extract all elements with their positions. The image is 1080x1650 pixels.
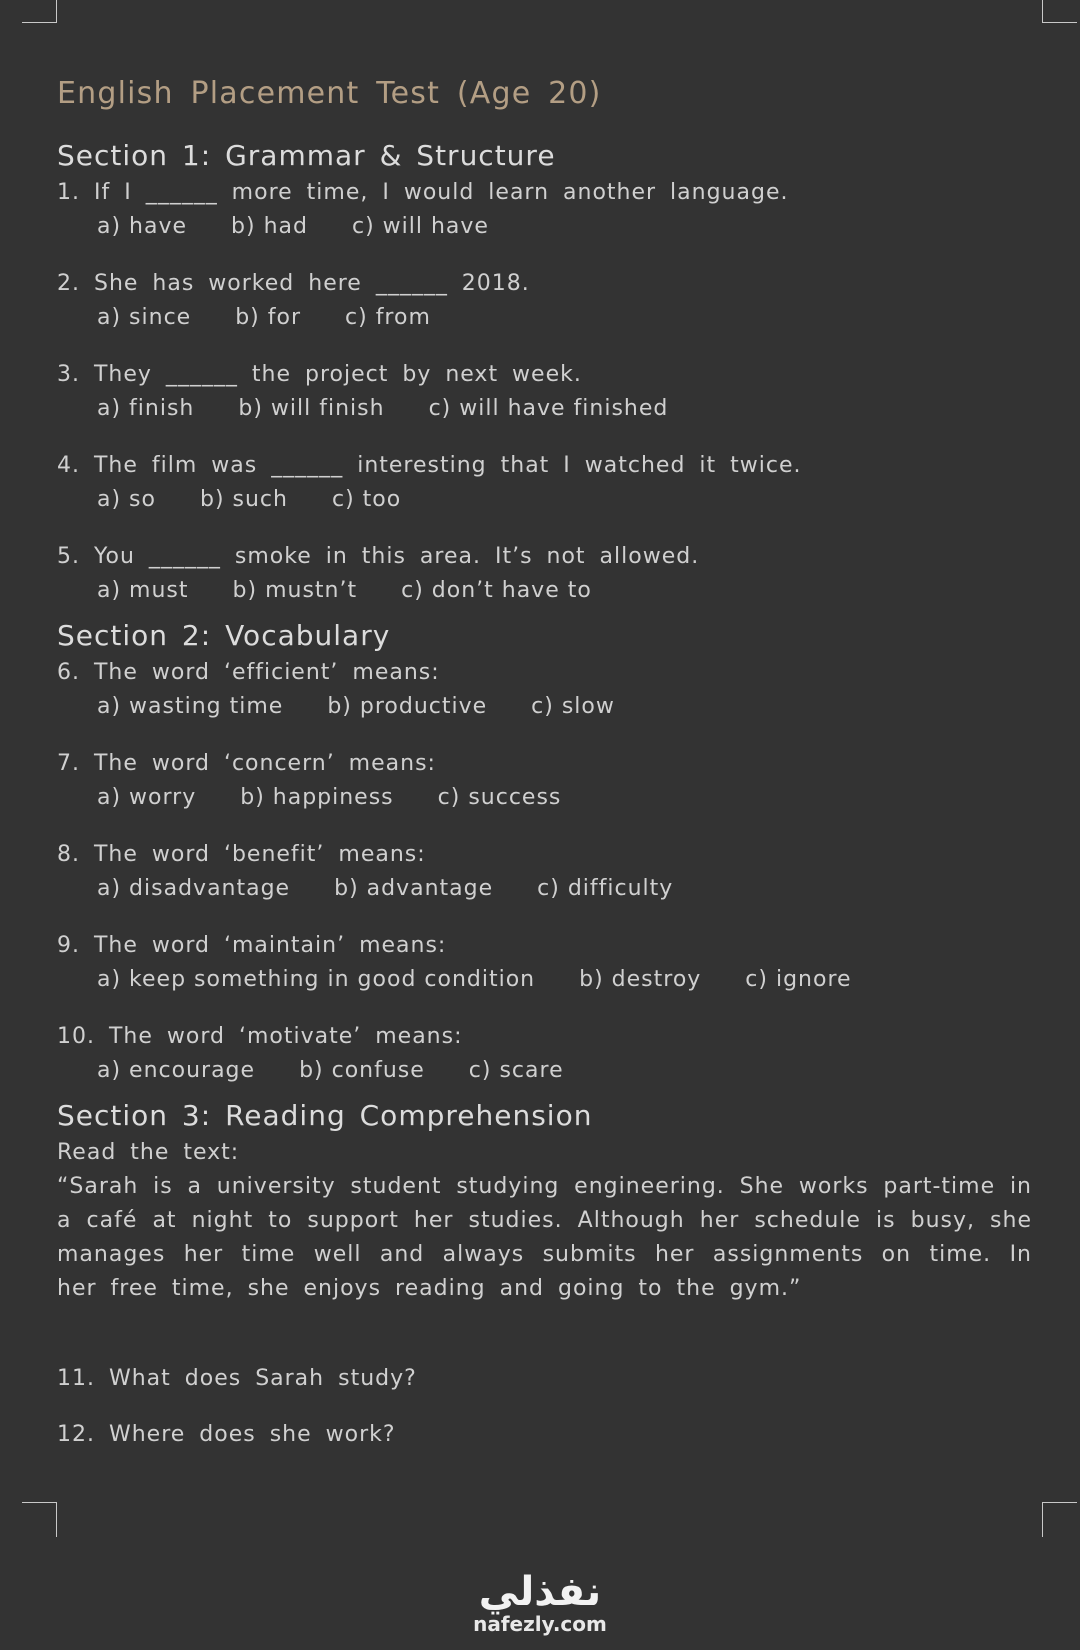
answer-option: a) have <box>97 214 188 239</box>
document-title: English Placement Test (Age 20) <box>57 76 602 111</box>
answer-option: c) ignore <box>745 967 852 992</box>
answer-options <box>57 963 1037 997</box>
reading-passage: “Sarah is a university student studying engineering. She works part-time in a café at night to support her studies. Although her schedule is busy, she manages her time well and always submits her assignments on time. In her free time, she enjoys reading and going to the gym.” <box>57 1174 1032 1301</box>
answer-option: c) don’t have to <box>401 578 592 603</box>
answer-option: b) happiness <box>240 785 394 810</box>
answer-options <box>57 781 1037 815</box>
answer-option: a) worry <box>97 785 197 810</box>
question-text: 2. She has worked here ______ 2018. <box>57 271 530 296</box>
question-text: 3. They ______ the project by next week. <box>57 362 582 387</box>
answer-option: c) difficulty <box>537 876 674 901</box>
question-text: 9. The word ‘maintain’ means: <box>57 933 447 958</box>
logo-arabic-wordmark: نفذلي <box>478 1569 602 1615</box>
answer-options <box>57 574 1037 608</box>
answer-options <box>57 483 1037 517</box>
document-body <box>57 72 1037 1452</box>
question-item <box>57 540 1037 608</box>
question-text: 4. The film was ______ interesting that I watched it twice. <box>57 453 802 478</box>
question-item <box>57 838 1037 906</box>
comprehension-question: 11. What does Sarah study? <box>57 1366 417 1391</box>
question-item <box>57 449 1037 517</box>
section-heading: Section 2: Vocabulary <box>57 619 391 652</box>
answer-option: a) disadvantage <box>97 876 291 901</box>
crop-mark-top-left <box>22 0 57 23</box>
answer-option: a) must <box>97 578 189 603</box>
answer-option: b) destroy <box>579 967 702 992</box>
question-item <box>57 656 1037 724</box>
comprehension-question: 12. Where does she work? <box>57 1422 396 1447</box>
answer-option: b) confuse <box>299 1058 425 1083</box>
answer-options <box>57 690 1037 724</box>
answer-options <box>57 872 1037 906</box>
question-text: 1. If I ______ more time, I would learn another language. <box>57 180 789 205</box>
answer-option: b) such <box>199 487 288 512</box>
answer-option: c) will have finished <box>428 396 669 421</box>
answer-options <box>57 1054 1037 1088</box>
answer-option: b) mustn’t <box>232 578 358 603</box>
answer-option: c) slow <box>531 694 615 719</box>
answer-option: c) will have <box>351 214 489 239</box>
section-heading: Section 3: Reading Comprehension <box>57 1099 593 1132</box>
question-item <box>57 358 1037 426</box>
question-text: 6. The word ‘efficient’ means: <box>57 660 440 685</box>
answer-option: c) from <box>345 305 431 330</box>
answer-option: b) had <box>231 214 308 239</box>
answer-option: c) scare <box>468 1058 564 1083</box>
reading-intro: Read the text: <box>57 1140 240 1165</box>
answer-option: b) advantage <box>334 876 494 901</box>
site-logo <box>0 1570 1080 1636</box>
question-text: 7. The word ‘concern’ means: <box>57 751 436 776</box>
answer-option: a) finish <box>97 396 195 421</box>
answer-option: a) keep something in good condition <box>97 967 536 992</box>
question-text: 5. You ______ smoke in this area. It’s not allowed. <box>57 544 700 569</box>
question-text: 10. The word ‘motivate’ means: <box>57 1024 463 1049</box>
answer-options <box>57 301 1037 335</box>
answer-options <box>57 392 1037 426</box>
answer-option: b) productive <box>327 694 488 719</box>
question-item <box>57 267 1037 335</box>
answer-option: b) will finish <box>238 396 385 421</box>
crop-mark-top-right <box>1042 0 1077 23</box>
crop-mark-bottom-right <box>1042 1502 1077 1537</box>
section-heading: Section 1: Grammar & Structure <box>57 139 556 172</box>
question-text: 8. The word ‘benefit’ means: <box>57 842 426 867</box>
answer-option: a) encourage <box>97 1058 256 1083</box>
question-item <box>57 747 1037 815</box>
question-item <box>57 929 1037 997</box>
answer-option: a) so <box>97 487 156 512</box>
logo-domain: nafezly.com <box>473 1612 607 1636</box>
answer-option: c) success <box>437 785 562 810</box>
question-item <box>57 1020 1037 1088</box>
answer-option: a) since <box>97 305 192 330</box>
answer-option: b) for <box>235 305 302 330</box>
answer-option: a) wasting time <box>97 694 284 719</box>
answer-options <box>57 210 1037 244</box>
question-item <box>57 176 1037 244</box>
answer-option: c) too <box>331 487 402 512</box>
crop-mark-bottom-left <box>22 1502 57 1537</box>
